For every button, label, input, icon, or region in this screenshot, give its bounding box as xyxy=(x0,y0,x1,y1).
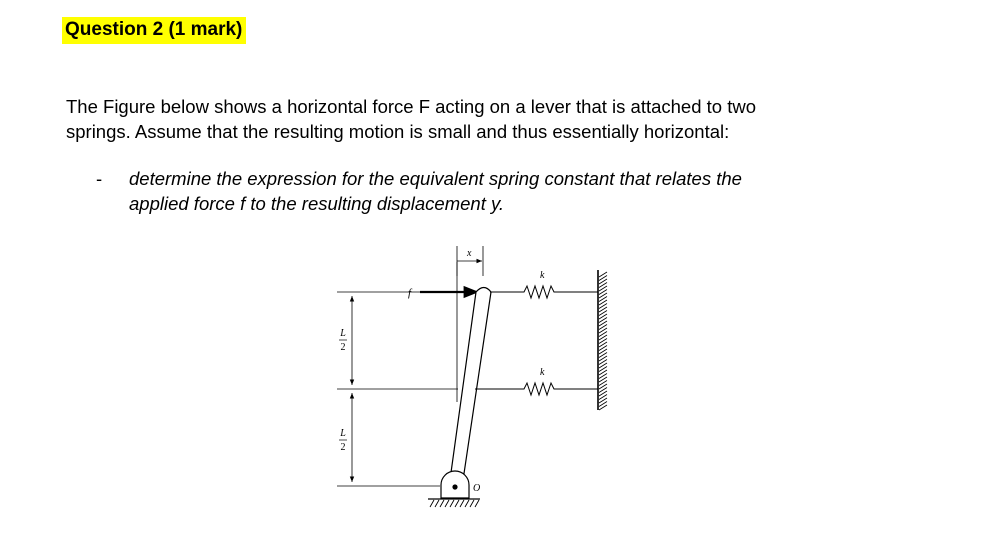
pivot-pin xyxy=(452,484,457,489)
task-line-1: determine the expression for the equivalent spring constant that relates the xyxy=(129,168,742,189)
label-O: O xyxy=(473,483,481,494)
intro-line-1: The Figure below shows a horizontal force F acting on a lever that is attached to two xyxy=(66,96,757,117)
dim-lower-2: 2 xyxy=(340,442,346,453)
label-x: x xyxy=(467,248,472,259)
label-k-top: k xyxy=(540,270,545,281)
spring-top xyxy=(490,286,598,298)
question-title: Question 2 (1 mark) xyxy=(62,17,246,44)
label-f: f xyxy=(408,287,412,299)
dim-upper-L: L xyxy=(340,328,346,339)
wall-hatching xyxy=(599,272,607,410)
label-k-bottom: k xyxy=(540,367,545,378)
task-bullet: - xyxy=(96,168,103,189)
lever-bar xyxy=(449,288,491,488)
task-line-2: applied force f to the resulting displacement y. xyxy=(129,193,505,214)
dim-lower-L: L xyxy=(340,428,346,439)
spring-bottom xyxy=(475,383,598,395)
dim-upper-2: 2 xyxy=(340,342,346,353)
intro-line-2: springs. Assume that the resulting motion is small and thus essentially horizontal: xyxy=(66,121,730,142)
ground-hatching xyxy=(430,500,479,507)
